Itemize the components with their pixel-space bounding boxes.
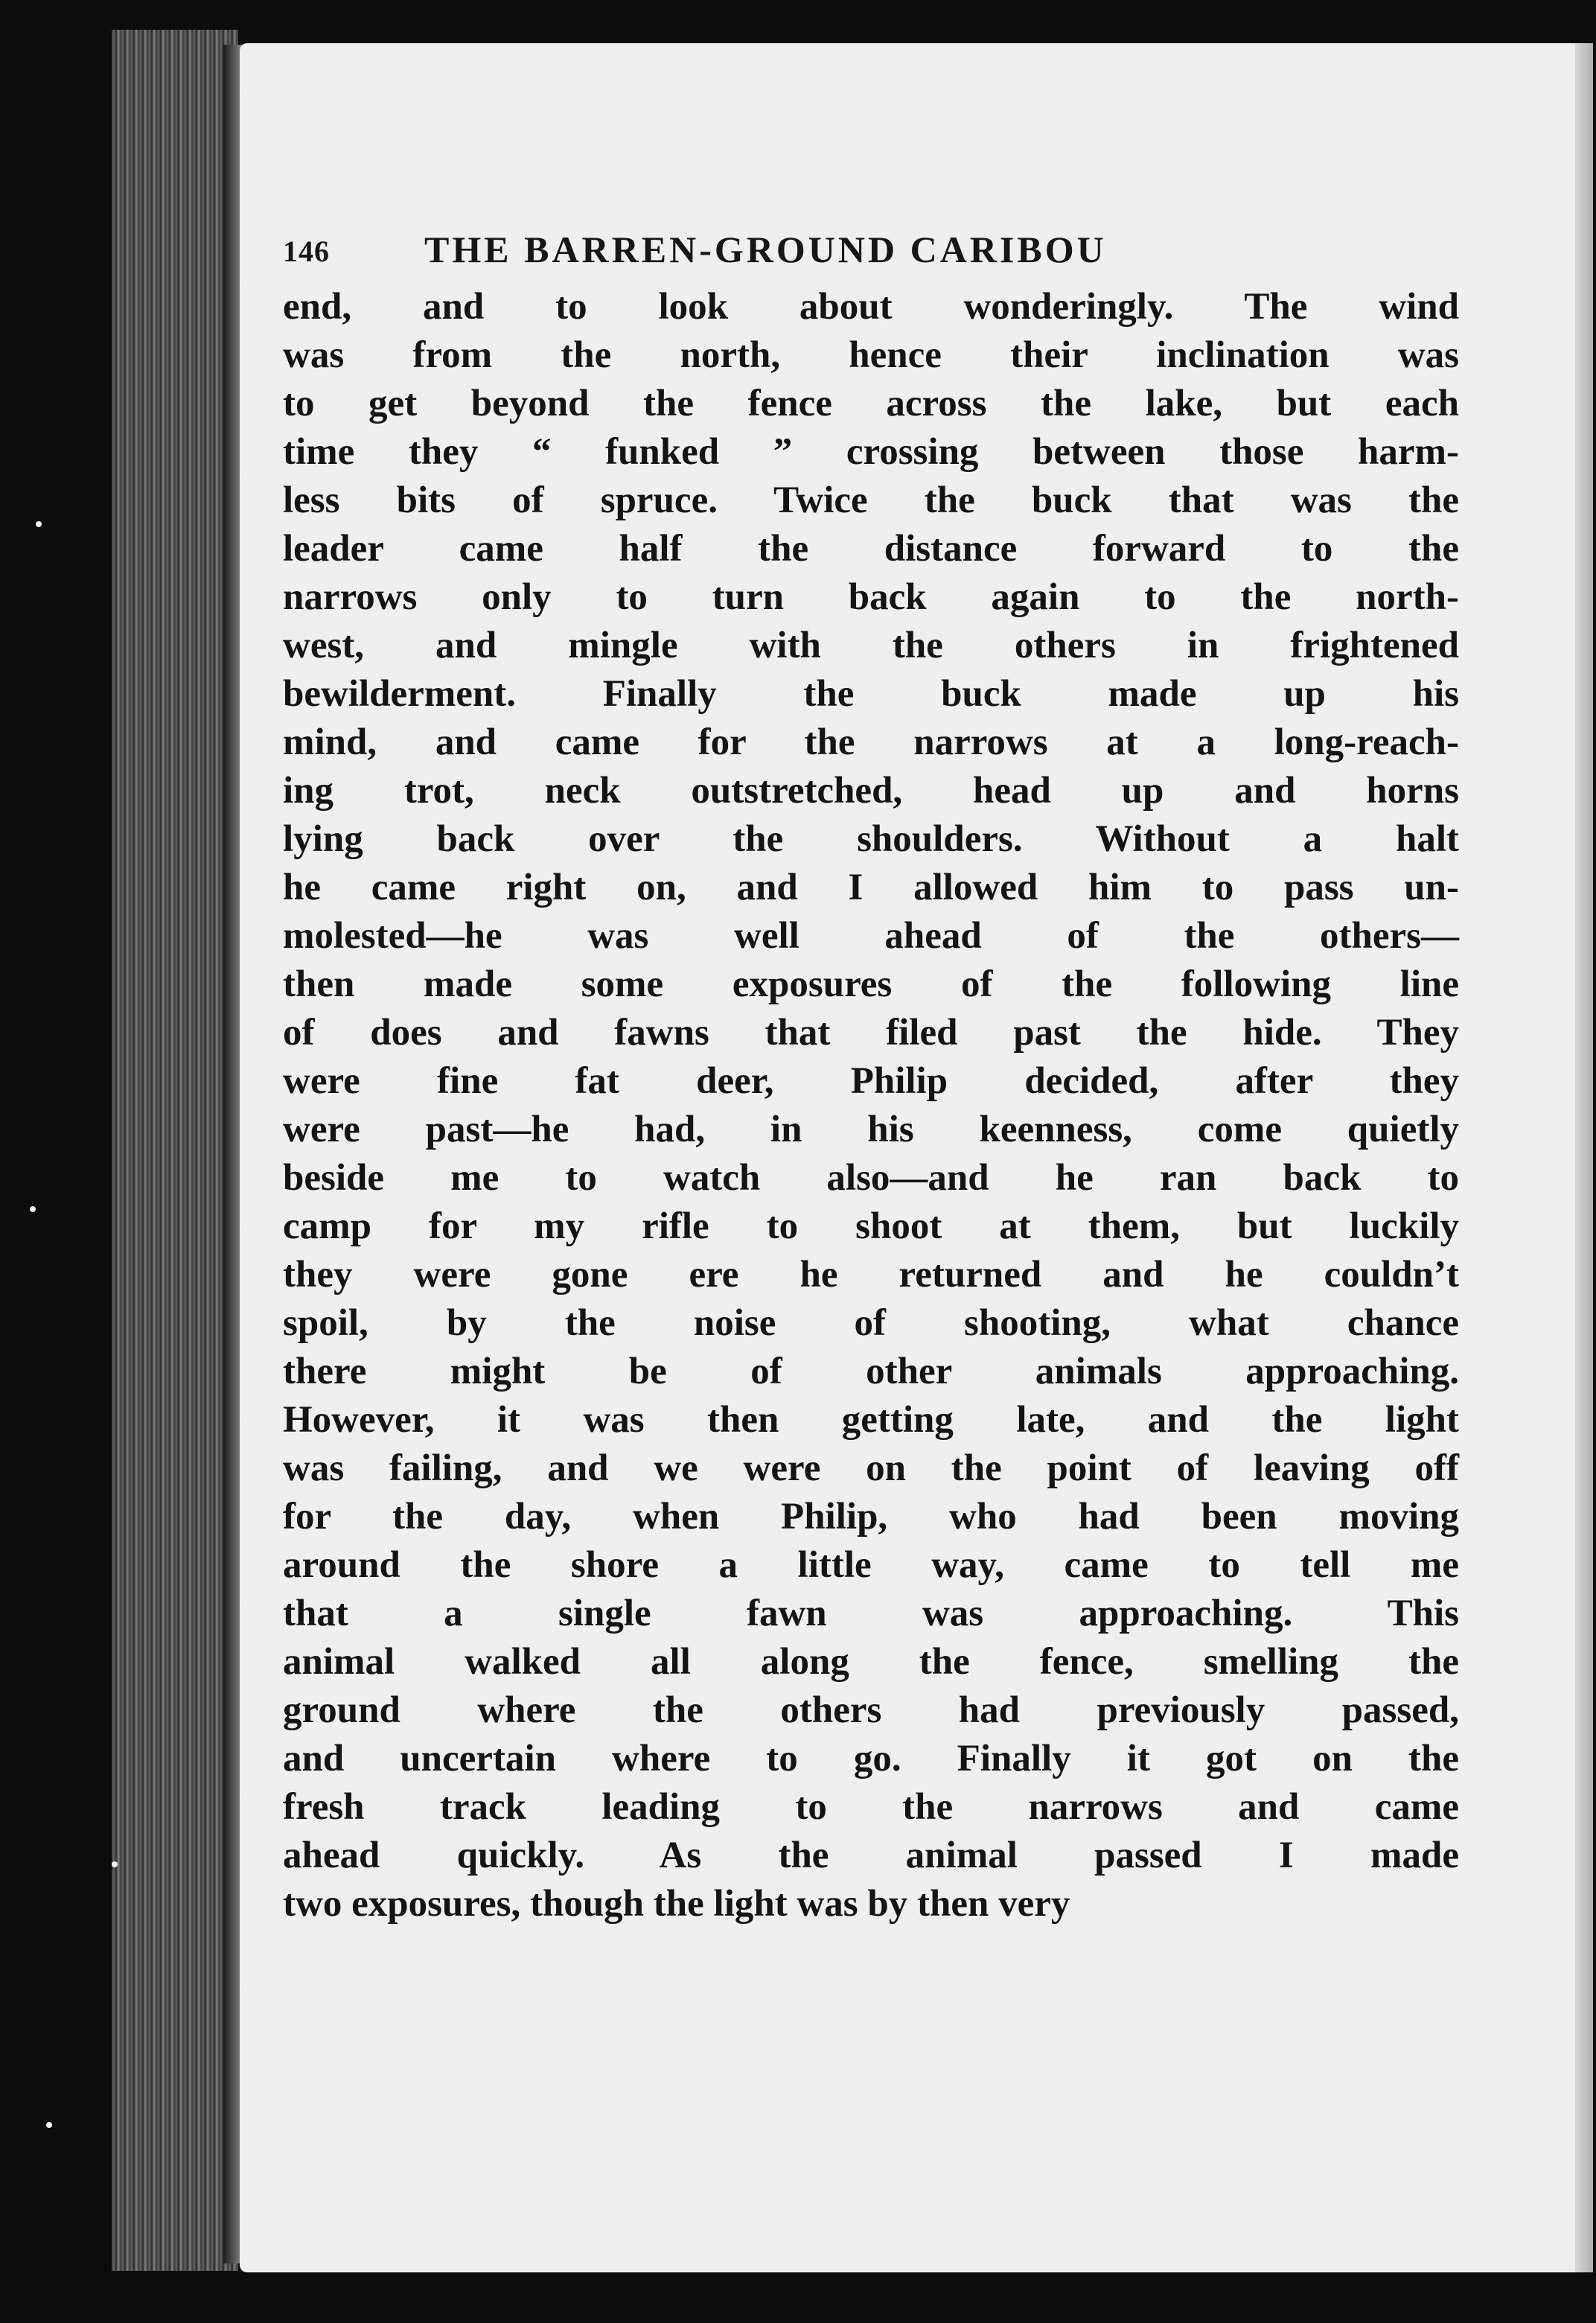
text-line: for the day, when Philip, who had been moving xyxy=(283,1496,1459,1537)
text-line: leader came half the distance forward to the xyxy=(283,528,1459,570)
body-text xyxy=(283,283,1459,1928)
text-line: west, and mingle with the others in frightened xyxy=(283,625,1459,666)
text-line: ing trot, neck outstretched, head up and horns xyxy=(283,770,1459,812)
text-line: bewilderment. Finally the buck made up his xyxy=(283,673,1459,715)
text-line: ground where the others had previously passed, xyxy=(283,1689,1459,1731)
page-header xyxy=(283,220,1370,273)
text-line: mind, and came for the narrows at a long-reach- xyxy=(283,721,1459,763)
text-line: narrows only to turn back again to the north- xyxy=(283,576,1459,618)
text-line: were fine fat deer, Philip decided, after they xyxy=(283,1060,1459,1102)
text-line: then made some exposures of the following line xyxy=(283,963,1459,1005)
text-line: of does and fawns that filed past the hide. They xyxy=(283,1012,1459,1054)
page-number: 146 xyxy=(283,235,330,268)
text-line: molested—he was well ahead of the others— xyxy=(283,915,1459,957)
text-line: ahead quickly. As the animal passed I made xyxy=(283,1835,1459,1876)
text-line: was from the north, hence their inclination was xyxy=(283,334,1459,376)
text-line: around the shore a little way, came to tell me xyxy=(283,1544,1459,1586)
text-line: less bits of spruce. Twice the buck that was the xyxy=(283,479,1459,521)
text-line: camp for my rifle to shoot at them, but luckily xyxy=(283,1205,1459,1247)
text-line: However, it was then getting late, and the light xyxy=(283,1399,1459,1441)
text-line: and uncertain where to go. Finally it got on the xyxy=(283,1738,1459,1779)
text-line: beside me to watch also—and he ran back to xyxy=(283,1157,1459,1199)
text-line: fresh track leading to the narrows and came xyxy=(283,1786,1459,1828)
running-head: THE BARREN-GROUND CARIBOU xyxy=(424,229,1107,270)
page-edge xyxy=(1575,43,1593,2272)
book-spine-edge xyxy=(112,30,238,2271)
text-line: lying back over the shoulders. Without a halt xyxy=(283,818,1459,860)
text-line: there might be of other animals approaching. xyxy=(283,1351,1459,1392)
text-line: time they “ funked ” crossing between those harm- xyxy=(283,431,1459,473)
text-line: he came right on, and I allowed him to pass un- xyxy=(283,867,1459,908)
text-line: was failing, and we were on the point of leaving off xyxy=(283,1447,1459,1489)
text-line: that a single fawn was approaching. This xyxy=(283,1593,1459,1634)
text-line: two exposures, though the light was by then very xyxy=(283,1883,1070,1925)
text-line: spoil, by the noise of shooting, what chance xyxy=(283,1302,1459,1344)
text-line: animal walked all along the fence, smelling the xyxy=(283,1641,1459,1683)
text-line: end, and to look about wonderingly. The wind xyxy=(283,286,1459,328)
text-line: they were gone ere he returned and he couldn’t xyxy=(283,1254,1459,1296)
text-line: were past—he had, in his keenness, come quietly xyxy=(283,1109,1459,1150)
text-line: to get beyond the fence across the lake, but each xyxy=(283,383,1459,424)
